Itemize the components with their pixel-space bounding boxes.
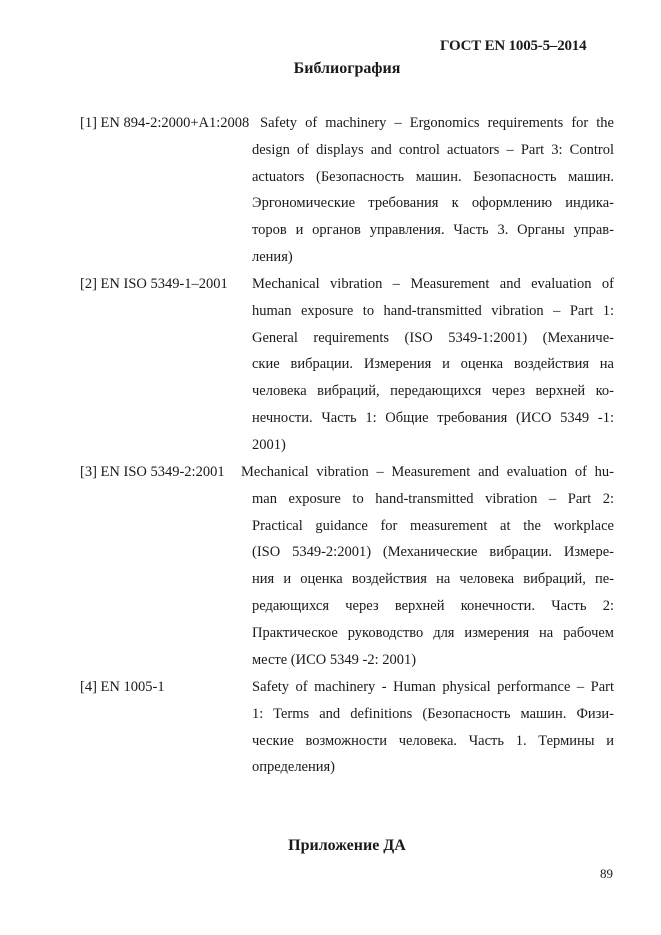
- entry-line: General requirements (ISO 5349-1:2001) (Механиче-: [252, 329, 614, 346]
- appendix-title: Приложение ДА: [288, 837, 406, 854]
- entry-line: Safety of machinery – Ergonomics requirements for the: [260, 115, 614, 131]
- entry-line: Safety of machinery - Human physical performance – Part: [252, 679, 614, 695]
- entry-line: Practical guidance for measurement at the workplace: [252, 517, 614, 534]
- bibliography-entry-key: [3] EN ISO 5349-2:2001: [80, 464, 225, 480]
- entry-line: месте (ИСО 5349 -2: 2001): [252, 651, 417, 668]
- entry-line: Mechanical vibration – Measurement and evaluation of hu-: [241, 464, 614, 480]
- entry-line: Mechanical vibration – Measurement and evaluation of: [252, 276, 614, 292]
- entry-line: 1: Terms and definitions (Безопасность машин. Физи-: [252, 705, 614, 722]
- entry-line: design of displays and control actuators – Part 3: Control: [252, 141, 614, 158]
- entry-line: определения): [252, 759, 336, 776]
- entry-line: Практическое руководство для измерения на рабочем: [252, 624, 614, 641]
- bibliography-entry-key: [1] EN 894-2:2000+A1:2008: [80, 115, 250, 131]
- entry-line: (ISO 5349-2:2001) (Механические вибрации. Измере-: [252, 544, 614, 561]
- entry-line: actuators (Безопасность машин. Безопасность машин.: [252, 168, 614, 185]
- entry-line: человека вибраций, передающихся через верхней ко-: [252, 383, 614, 400]
- bibliography-entry-text: [252, 110, 614, 271]
- entry-line: 2001): [252, 436, 286, 453]
- entry-line: man exposure to hand-transmitted vibration – Part 2:: [252, 490, 614, 507]
- page-number: 89: [600, 866, 613, 881]
- bibliography-entry-key: [4] EN 1005-1: [80, 679, 165, 695]
- bibliography-entry-text: [241, 459, 614, 673]
- bibliography-title: Библиография: [293, 60, 401, 77]
- entry-line: торов и органов управления. Часть 3. Органы управ-: [252, 222, 614, 239]
- entry-line: ские вибрации. Измерения и оценка воздействия на: [252, 356, 614, 373]
- bibliography-entry-text: [252, 271, 614, 459]
- entry-line: нечности. Часть 1: Общие требования (ИСО 5349 -1:: [252, 409, 614, 426]
- standard-code-header: ГОСТ EN 1005-5–2014: [440, 38, 587, 54]
- bibliography-entry-text: [252, 674, 614, 781]
- entry-line: редающихся через верхней конечности. Часть 2:: [252, 597, 614, 614]
- entry-line: ления): [252, 248, 293, 265]
- entry-line: human exposure to hand-transmitted vibration – Part 1:: [252, 302, 614, 319]
- entry-line: ческие возможности человека. Часть 1. Термины и: [252, 732, 614, 749]
- entry-line: Эргономические требования к оформлению индика-: [252, 195, 614, 212]
- entry-line: ния и оценка воздействия на человека вибраций, пе-: [252, 571, 614, 588]
- bibliography-entry-key: [2] EN ISO 5349-1–2001: [80, 276, 228, 292]
